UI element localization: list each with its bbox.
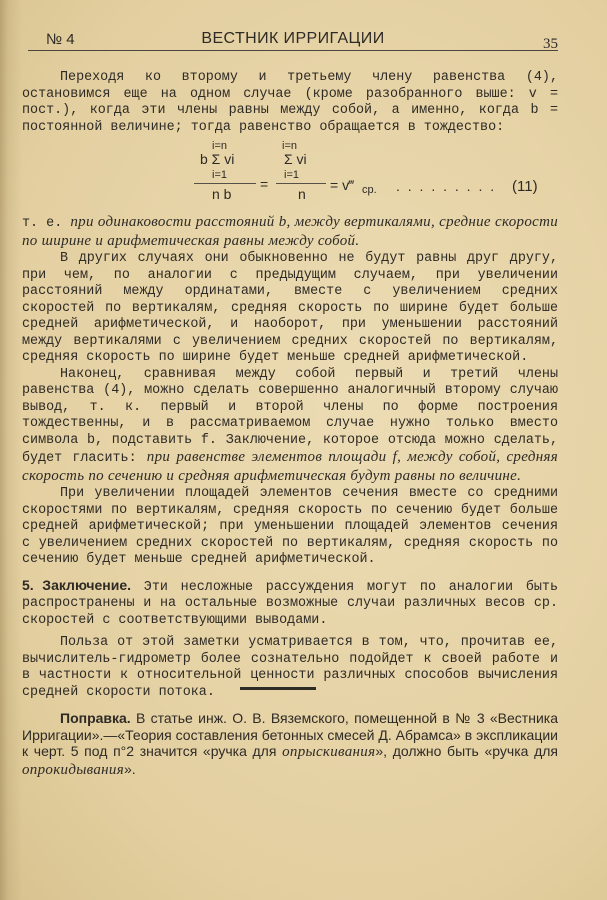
left-denominator: n b (212, 186, 232, 202)
correction-italic-2: опрокидывания (22, 761, 124, 778)
paragraph-6: Польза от этой заметки усматривается в том, что, прочитав ее, вычислитель-гидрометр более сознательно подойдет к своей работе и в частности к относительной ценности различных способов вычисления средней скорости потока. (22, 635, 558, 700)
paragraph-2-italic: при одинаковости расстояний b, между вертикалями, средние скорости по ширине и арифметическая равны между собой. (22, 214, 559, 249)
correction-text-1: В статье инж. О. В. Вяземского, помещенной в № 3 «Вестника Ирригации».—«Теория составления бетонных смесей Д. Абрамса» в экспликации к черт. 5 под п°2 значится «ручка для (22, 710, 558, 759)
issue-number: № 4 (46, 31, 75, 48)
correction-text-2: », должно быть «ручка для (375, 743, 558, 759)
subscript-sr: ср. (362, 184, 377, 196)
right-denominator: n (298, 186, 306, 202)
correction-paragraph (22, 710, 558, 778)
section-5-text: Эти несложные рассуждения могут по аналогии быть распространены и на остальные возможные случаи различных весов ср. скоростей с соответствующими выводами. (22, 579, 558, 628)
dot-leader: . . . . . . . . . (396, 178, 497, 194)
correction-label: Поправка. (60, 710, 131, 726)
paragraph-4-italic: при равенстве элементов площади f, между собой, средняя скорость по сечению и средняя арифметическая будут равны по величине. (22, 449, 558, 484)
paragraph-1-block (22, 70, 558, 136)
left-lower-limit: i=1 (212, 169, 227, 181)
equation-number: (11) (512, 178, 538, 195)
right-lower-limit: i=1 (284, 169, 299, 181)
equation-11 (190, 140, 560, 208)
right-upper-limit: i=n (282, 140, 297, 152)
page-number: 35 (543, 36, 558, 52)
journal-title: ВЕСТНИК ИРРИГАЦИИ (201, 30, 385, 47)
paragraph-4 (22, 367, 558, 487)
v-triple-prime: = v‴ (330, 177, 355, 193)
fraction-line-left (194, 183, 256, 184)
correction-note (22, 710, 558, 778)
paragraph-1: Переходя ко второму и третьему члену равенства (4), остановимся еще на одном случае (кроме разобранного выше: v = пост.), когда эти члены равны между собой, а именно, когда b = постоянной величине; тогда равенство обращается в тождество: (22, 70, 558, 135)
section-5 (22, 577, 558, 630)
left-upper-limit: i=n (212, 140, 227, 152)
paragraph-3: В других случаях они обыкновенно не будут равны друг другу, при чем, по аналогии с предыдущим случаем, при увеличении расстояний между ординатами, вместе с увеличением средних скоростей по вертикалям, средняя скорость по ширине будет больше средней арифметической, и наоборот, при уменьшении расстояний между вертикалями с увеличением средних скоростей по вертикалям, средняя скорость по ширине будет меньше средней арифметической. (22, 251, 558, 365)
paragraph-4-text: Наконец, сравнивая между собой первый и третий члены равенства (4), можно сделать совершенно аналогичный второму случаю вывод, т. к. первый и второй члены по форме построения тождественны, и в рассматриваемом случае нужно только вместо символа b, подставить f. Заключение, которое отсюда можно сделать, будет гласить: (22, 366, 558, 466)
equals-1: = (260, 176, 269, 192)
right-numerator: Σ vi (284, 151, 307, 167)
separator-rule (240, 687, 316, 690)
body-text (22, 214, 558, 701)
paragraph-5: При увеличении площадей элементов сечения вместе со средними скоростями по вертикалям, средняя скорость по сечению будет больше средней арифметической; при уменьшении площадей элементов сечения с увеличением средних скоростей по вертикалям, средняя скорость по сечению будет меньше средней арифметической. (22, 486, 558, 567)
correction-text-3: ». (124, 760, 136, 777)
correction-italic-1: опрыскивания (282, 744, 376, 760)
running-header (28, 28, 558, 51)
paragraph-2 (22, 214, 558, 251)
fraction-line-right (276, 183, 326, 184)
paragraph-2-prefix: т. е. (22, 216, 71, 231)
left-numerator: b Σ vi (200, 151, 235, 167)
section-5-heading: 5. Заключение. (22, 576, 132, 593)
